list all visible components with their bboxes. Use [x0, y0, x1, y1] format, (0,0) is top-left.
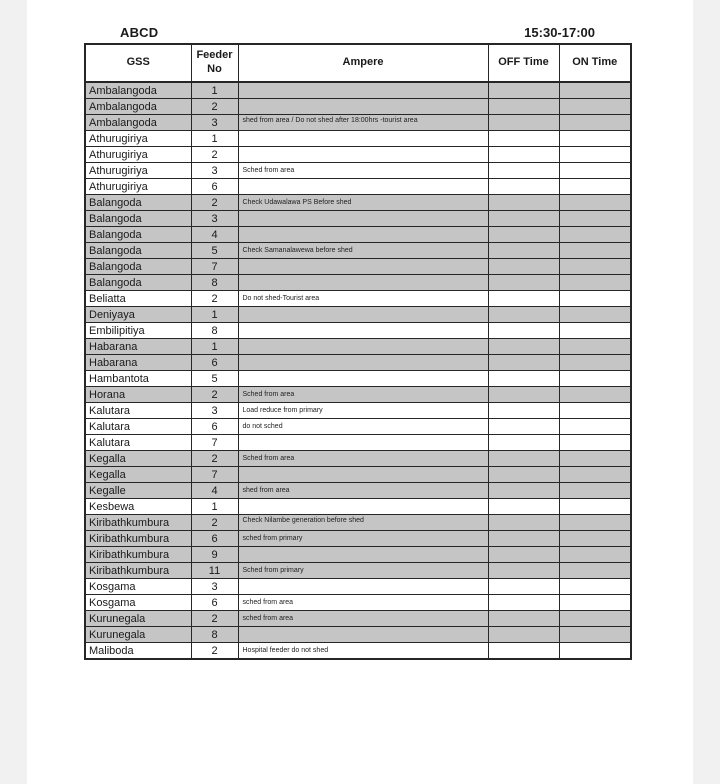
ampere-remark-cell: sched from primary — [238, 531, 488, 547]
gss-cell: Ambalangoda — [85, 115, 191, 131]
off-time-cell — [488, 291, 559, 307]
on-time-cell — [559, 179, 631, 195]
table-row — [85, 131, 631, 147]
table-row — [85, 595, 631, 611]
on-time-cell — [559, 275, 631, 291]
table-row — [85, 82, 631, 99]
off-time-cell — [488, 179, 559, 195]
gss-cell: Kalutara — [85, 403, 191, 419]
gss-cell: Kurunegala — [85, 611, 191, 627]
off-time-cell — [488, 451, 559, 467]
off-time-cell — [488, 307, 559, 323]
table-row — [85, 195, 631, 211]
ampere-remark-cell — [238, 323, 488, 339]
feeder-no-cell: 2 — [191, 99, 238, 115]
feeder-no-cell: 11 — [191, 563, 238, 579]
on-time-cell — [559, 611, 631, 627]
on-time-cell — [559, 211, 631, 227]
on-time-cell — [559, 339, 631, 355]
table-row — [85, 179, 631, 195]
page-title: ABCD — [120, 25, 159, 40]
on-time-cell — [559, 531, 631, 547]
off-time-cell — [488, 579, 559, 595]
off-time-cell — [488, 243, 559, 259]
off-time-cell — [488, 147, 559, 163]
gss-cell: Kiribathkumbura — [85, 515, 191, 531]
feeder-no-cell: 7 — [191, 435, 238, 451]
load-shedding-table — [84, 43, 632, 660]
gss-cell: Athurugiriya — [85, 163, 191, 179]
gss-cell: Athurugiriya — [85, 147, 191, 163]
feeder-no-cell: 3 — [191, 403, 238, 419]
ampere-remark-cell: Check Nilambe generation before shed — [238, 515, 488, 531]
gss-cell: Kosgama — [85, 579, 191, 595]
gss-cell: Ambalangoda — [85, 82, 191, 99]
ampere-remark-cell: Sched from area — [238, 387, 488, 403]
off-time-cell — [488, 259, 559, 275]
ampere-remark-cell — [238, 307, 488, 323]
off-time-cell — [488, 99, 559, 115]
on-time-cell — [559, 371, 631, 387]
on-time-cell — [559, 243, 631, 259]
header-row — [85, 44, 631, 82]
table-row — [85, 403, 631, 419]
on-time-cell — [559, 579, 631, 595]
table-row — [85, 515, 631, 531]
feeder-no-cell: 9 — [191, 547, 238, 563]
off-time-cell — [488, 499, 559, 515]
gss-cell: Balangoda — [85, 243, 191, 259]
ampere-remark-cell: Sched from area — [238, 163, 488, 179]
on-time-cell — [559, 163, 631, 179]
on-time-cell — [559, 115, 631, 131]
gss-cell: Kiribathkumbura — [85, 563, 191, 579]
off-time-cell — [488, 115, 559, 131]
on-time-cell — [559, 355, 631, 371]
feeder-no-cell: 1 — [191, 307, 238, 323]
table-body — [85, 82, 631, 659]
on-time-cell — [559, 195, 631, 211]
page-left-margin — [0, 0, 27, 784]
on-time-cell — [559, 499, 631, 515]
gss-cell: Horana — [85, 387, 191, 403]
table-header — [85, 44, 631, 82]
gss-cell: Maliboda — [85, 643, 191, 660]
on-time-cell — [559, 291, 631, 307]
gss-cell: Habarana — [85, 355, 191, 371]
gss-cell: Kegalle — [85, 483, 191, 499]
off-time-cell — [488, 563, 559, 579]
gss-cell: Kegalla — [85, 467, 191, 483]
table-row — [85, 307, 631, 323]
on-time-cell — [559, 403, 631, 419]
table-row — [85, 563, 631, 579]
feeder-no-cell: 8 — [191, 275, 238, 291]
on-time-cell — [559, 563, 631, 579]
gss-cell: Athurugiriya — [85, 131, 191, 147]
off-time-cell — [488, 195, 559, 211]
on-time-cell — [559, 259, 631, 275]
on-time-cell — [559, 82, 631, 99]
gss-cell: Ambalangoda — [85, 99, 191, 115]
gss-cell: Kalutara — [85, 435, 191, 451]
off-time-cell — [488, 419, 559, 435]
off-time-cell — [488, 163, 559, 179]
on-time-cell — [559, 627, 631, 643]
ampere-remark-cell — [238, 627, 488, 643]
ampere-remark-cell: Check Udawalawa PS Before shed — [238, 195, 488, 211]
off-time-cell — [488, 643, 559, 660]
feeder-no-cell: 8 — [191, 627, 238, 643]
table-row — [85, 211, 631, 227]
ampere-remark-cell — [238, 259, 488, 275]
table-row — [85, 259, 631, 275]
time-range-label: 15:30-17:00 — [524, 25, 595, 40]
off-time-cell — [488, 355, 559, 371]
feeder-no-cell: 1 — [191, 131, 238, 147]
off-time-cell — [488, 131, 559, 147]
on-time-cell — [559, 467, 631, 483]
ampere-remark-cell — [238, 179, 488, 195]
feeder-no-cell: 8 — [191, 323, 238, 339]
feeder-no-cell: 2 — [191, 643, 238, 660]
on-time-cell — [559, 147, 631, 163]
feeder-no-cell: 7 — [191, 467, 238, 483]
table-row — [85, 611, 631, 627]
header-feeder-no: Feeder No — [191, 44, 238, 82]
gss-cell: Embilipitiya — [85, 323, 191, 339]
feeder-no-cell: 6 — [191, 355, 238, 371]
feeder-no-cell: 6 — [191, 179, 238, 195]
table-row — [85, 547, 631, 563]
gss-cell: Hambantota — [85, 371, 191, 387]
page-right-margin — [693, 0, 720, 784]
ampere-remark-cell — [238, 355, 488, 371]
on-time-cell — [559, 483, 631, 499]
table-row — [85, 387, 631, 403]
header-gss: GSS — [85, 44, 191, 82]
gss-cell: Balangoda — [85, 227, 191, 243]
ampere-remark-cell: sched from area — [238, 611, 488, 627]
feeder-no-cell: 3 — [191, 163, 238, 179]
gss-cell: Kegalla — [85, 451, 191, 467]
gss-cell: Kiribathkumbura — [85, 547, 191, 563]
feeder-no-cell: 4 — [191, 483, 238, 499]
feeder-no-cell: 2 — [191, 451, 238, 467]
gss-cell: Deniyaya — [85, 307, 191, 323]
on-time-cell — [559, 323, 631, 339]
ampere-remark-cell — [238, 147, 488, 163]
feeder-no-cell: 1 — [191, 82, 238, 99]
gss-cell: Kiribathkumbura — [85, 531, 191, 547]
table-row — [85, 435, 631, 451]
gss-cell: Balangoda — [85, 275, 191, 291]
on-time-cell — [559, 547, 631, 563]
ampere-remark-cell — [238, 99, 488, 115]
on-time-cell — [559, 419, 631, 435]
ampere-remark-cell — [238, 82, 488, 99]
off-time-cell — [488, 403, 559, 419]
off-time-cell — [488, 323, 559, 339]
off-time-cell — [488, 515, 559, 531]
table-row — [85, 115, 631, 131]
table-row — [85, 323, 631, 339]
gss-cell: Kesbewa — [85, 499, 191, 515]
header-off-time: OFF Time — [488, 44, 559, 82]
feeder-no-cell: 1 — [191, 499, 238, 515]
ampere-remark-cell — [238, 339, 488, 355]
on-time-cell — [559, 387, 631, 403]
feeder-no-cell: 3 — [191, 211, 238, 227]
gss-cell: Balangoda — [85, 259, 191, 275]
gss-cell: Balangoda — [85, 211, 191, 227]
gss-cell: Kosgama — [85, 595, 191, 611]
gss-cell: Habarana — [85, 339, 191, 355]
table-row — [85, 531, 631, 547]
table-row — [85, 227, 631, 243]
feeder-no-cell: 2 — [191, 387, 238, 403]
table-row — [85, 147, 631, 163]
off-time-cell — [488, 82, 559, 99]
off-time-cell — [488, 275, 559, 291]
gss-cell: Kalutara — [85, 419, 191, 435]
feeder-no-cell: 6 — [191, 595, 238, 611]
on-time-cell — [559, 307, 631, 323]
off-time-cell — [488, 339, 559, 355]
ampere-remark-cell — [238, 579, 488, 595]
on-time-cell — [559, 99, 631, 115]
table-row — [85, 467, 631, 483]
table-row — [85, 291, 631, 307]
feeder-no-cell: 3 — [191, 579, 238, 595]
ampere-remark-cell: Sched from primary — [238, 563, 488, 579]
gss-cell: Balangoda — [85, 195, 191, 211]
ampere-remark-cell — [238, 211, 488, 227]
title-row — [84, 25, 630, 41]
ampere-remark-cell — [238, 371, 488, 387]
ampere-remark-cell — [238, 435, 488, 451]
on-time-cell — [559, 451, 631, 467]
on-time-cell — [559, 643, 631, 660]
off-time-cell — [488, 611, 559, 627]
header-on-time: ON Time — [559, 44, 631, 82]
ampere-remark-cell: Hospital feeder do not shed — [238, 643, 488, 660]
feeder-no-cell: 3 — [191, 115, 238, 131]
ampere-remark-cell: Check Samanalawewa before shed — [238, 243, 488, 259]
ampere-remark-cell: shed from area — [238, 483, 488, 499]
feeder-no-cell: 2 — [191, 515, 238, 531]
ampere-remark-cell: Load reduce from primary — [238, 403, 488, 419]
off-time-cell — [488, 371, 559, 387]
feeder-no-cell: 6 — [191, 419, 238, 435]
ampere-remark-cell — [238, 499, 488, 515]
feeder-no-cell: 2 — [191, 291, 238, 307]
feeder-no-cell: 2 — [191, 195, 238, 211]
ampere-remark-cell: do not sched — [238, 419, 488, 435]
gss-cell: Beliatta — [85, 291, 191, 307]
table-row — [85, 275, 631, 291]
feeder-no-cell: 5 — [191, 371, 238, 387]
table-row — [85, 99, 631, 115]
ampere-remark-cell: sched from area — [238, 595, 488, 611]
table-row — [85, 627, 631, 643]
ampere-remark-cell: Sched from area — [238, 451, 488, 467]
feeder-no-cell: 7 — [191, 259, 238, 275]
feeder-no-cell: 5 — [191, 243, 238, 259]
table-row — [85, 339, 631, 355]
off-time-cell — [488, 627, 559, 643]
table-row — [85, 499, 631, 515]
on-time-cell — [559, 515, 631, 531]
off-time-cell — [488, 483, 559, 499]
ampere-remark-cell: Do not shed-Tourist area — [238, 291, 488, 307]
table-row — [85, 483, 631, 499]
feeder-no-cell: 6 — [191, 531, 238, 547]
off-time-cell — [488, 211, 559, 227]
table-row — [85, 371, 631, 387]
off-time-cell — [488, 435, 559, 451]
gss-cell: Athurugiriya — [85, 179, 191, 195]
off-time-cell — [488, 547, 559, 563]
on-time-cell — [559, 227, 631, 243]
table-row — [85, 643, 631, 660]
table-row — [85, 355, 631, 371]
feeder-no-cell: 2 — [191, 147, 238, 163]
table-row — [85, 579, 631, 595]
feeder-no-cell: 4 — [191, 227, 238, 243]
table-row — [85, 163, 631, 179]
table-row — [85, 451, 631, 467]
ampere-remark-cell — [238, 275, 488, 291]
off-time-cell — [488, 467, 559, 483]
feeder-no-cell: 2 — [191, 611, 238, 627]
on-time-cell — [559, 435, 631, 451]
feeder-no-cell: 1 — [191, 339, 238, 355]
header-ampere: Ampere — [238, 44, 488, 82]
off-time-cell — [488, 227, 559, 243]
off-time-cell — [488, 387, 559, 403]
ampere-remark-cell: shed from area / Do not shed after 18:00hrs -tourist area — [238, 115, 488, 131]
ampere-remark-cell — [238, 547, 488, 563]
off-time-cell — [488, 595, 559, 611]
table-row — [85, 419, 631, 435]
ampere-remark-cell — [238, 227, 488, 243]
table-row — [85, 243, 631, 259]
on-time-cell — [559, 131, 631, 147]
off-time-cell — [488, 531, 559, 547]
gss-cell: Kurunegala — [85, 627, 191, 643]
on-time-cell — [559, 595, 631, 611]
ampere-remark-cell — [238, 131, 488, 147]
ampere-remark-cell — [238, 467, 488, 483]
